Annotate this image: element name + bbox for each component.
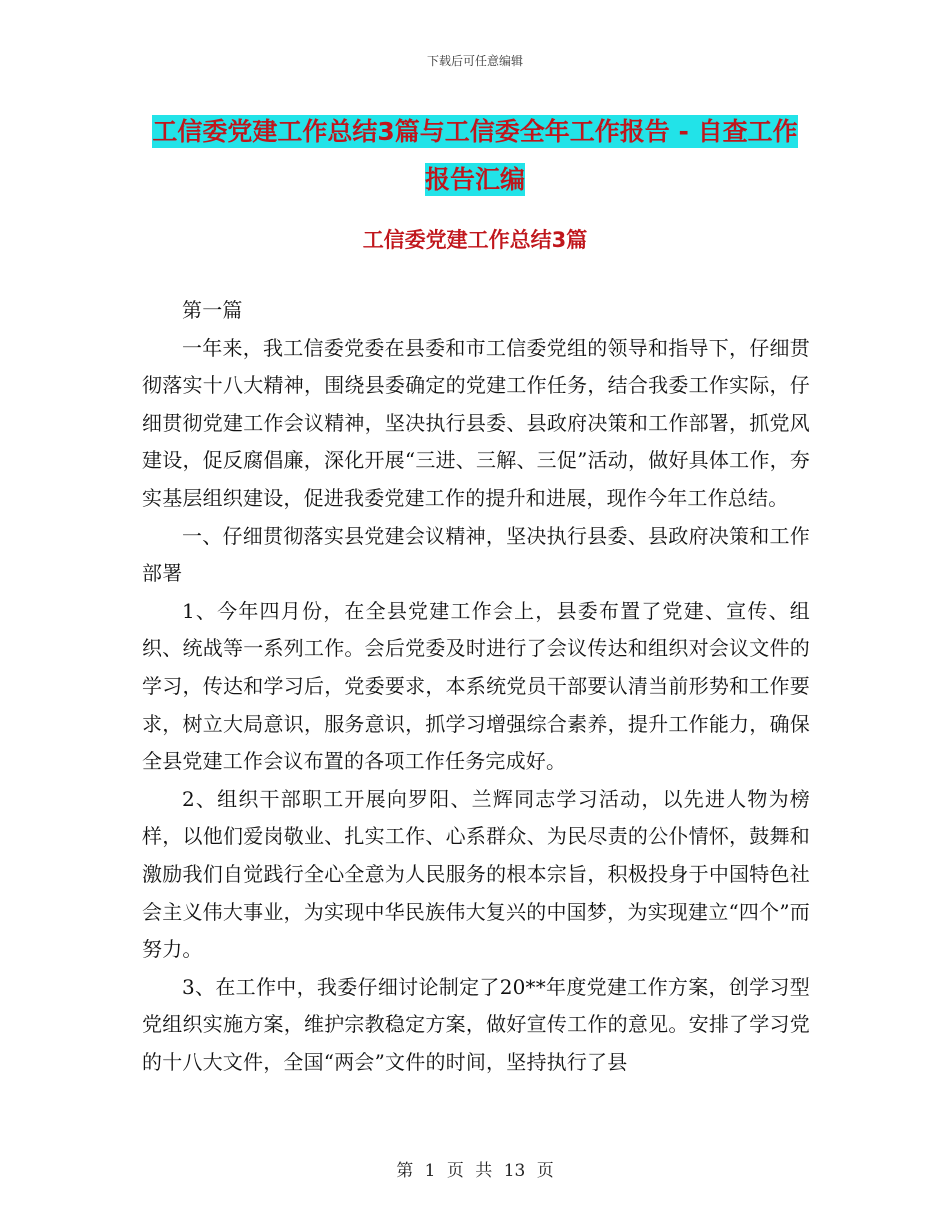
- paragraph-item-3: 3、在工作中，我委仔细讨论制定了20**年度党建工作方案，创学习型党组织实施方案，维护宗教稳定方案，做好宣传工作的意见。安排了学习党的十八大文件，全国“两会”文件的时间，坚持执行了县: [142, 974, 810, 1074]
- paragraph-heading-1: 一、仔细贯彻落实县党建会议精神，坚决执行县委、县政府决策和工作部署: [142, 523, 810, 586]
- footer-label-total: 共: [475, 1161, 493, 1181]
- footer-current-page: 1: [424, 1161, 436, 1181]
- header-note: 下载后可任意编辑: [426, 54, 523, 68]
- footer-label-page: 第: [396, 1161, 414, 1181]
- section-title: 工信委党建工作总结3篇: [362, 228, 588, 252]
- paragraph-intro: 一年来，我工信委党委在县委和市工信委党组的领导和指导下，仔细贯彻落实十八大精神，围绕县委确定的党建工作任务，结合我委工作实际，仔细贯彻党建工作会议精神，坚决执行县委、县政府决策和工作部署，抓党风建设，促反腐倡廉，深化开展“三进、三解、三促”活动，做好具体工作，夯实基层组织建设，促进我委党建工作的提升和进展，现作今年工作总结。: [142, 335, 810, 510]
- footer-total-pages: 13: [503, 1161, 526, 1181]
- paragraph-item-1: 1、今年四月份，在全县党建工作会上，县委布置了党建、宣传、组织、统战等一系列工作。会后党委及时进行了会议传达和组织对会议文件的学习，传达和学习后，党委要求，本系统党员干部要认清当前形势和工作要求，树立大局意识，服务意识，抓学习增强综合素养，提升工作能力，确保全县党建工作会议布置的各项工作任务完成好。: [142, 598, 810, 774]
- paragraph-part-label: 第一篇: [182, 298, 243, 322]
- page-footer: [0, 1156, 950, 1181]
- document-body: [142, 292, 810, 1081]
- footer-label-unit: 页: [446, 1161, 464, 1181]
- document-title: [140, 108, 810, 204]
- paragraph-item-2: 2、组织干部职工开展向罗阳、兰辉同志学习活动，以先进人物为榜样，以他们爱岗敬业、扎实工作、心系群众、为民尽责的公仆情怀，鼓舞和激励我们自觉践行全心全意为人民服务的根本宗旨，积极投身于中国特色社会主义伟大事业，为实现中华民族伟大复兴的中国梦，为实现建立“四个”而努力。: [142, 786, 810, 962]
- footer-label-unit2: 页: [536, 1161, 554, 1181]
- document-title-text: 工信委党建工作总结3篇与工信委全年工作报告 - 自查工作报告汇编: [152, 117, 798, 194]
